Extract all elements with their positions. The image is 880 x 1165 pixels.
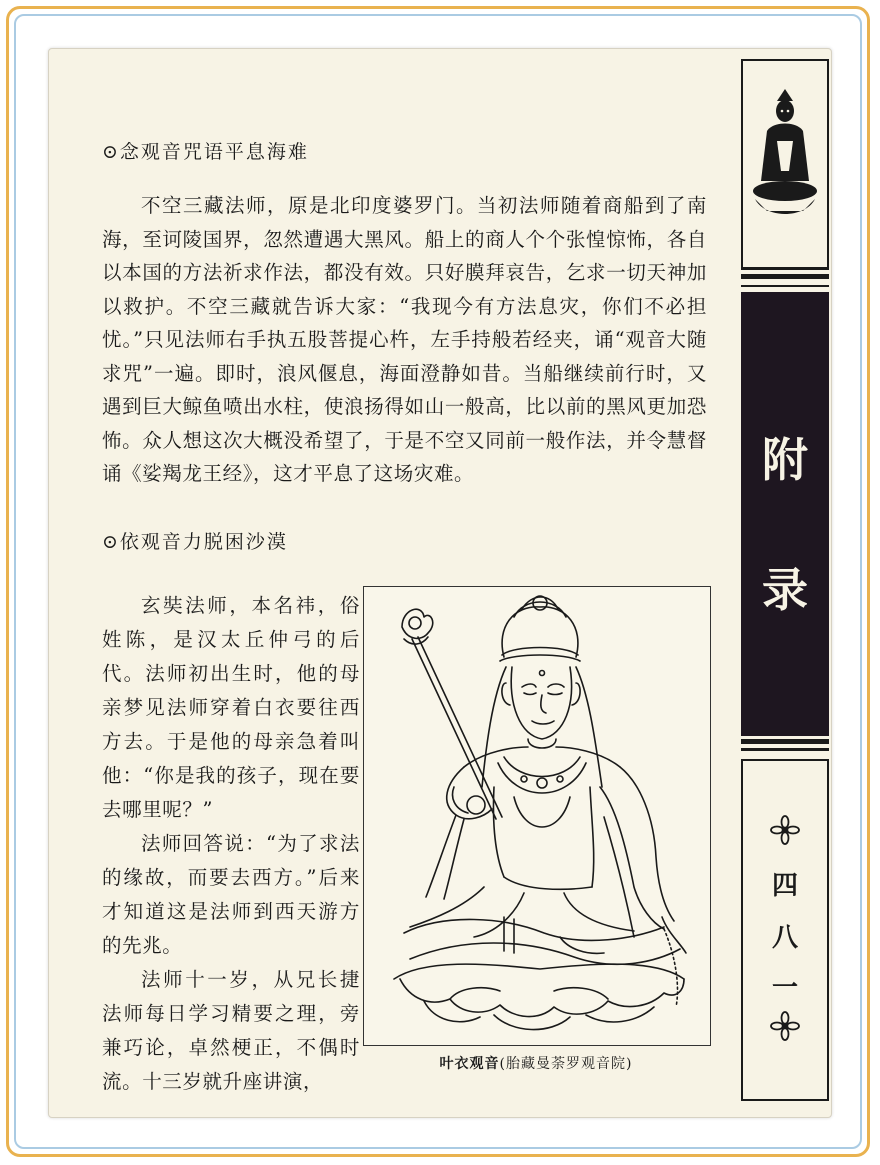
section-title-sea: ⊙念观音咒语平息海难 xyxy=(102,141,309,163)
side-emblem-box xyxy=(741,59,829,267)
divider-line xyxy=(741,274,829,279)
divider-line xyxy=(741,267,829,270)
paragraph: 玄奘法师，本名祎，俗姓陈，是汉太丘仲弓的后代。法师初出生时，他的母亲梦见法师穿着白衣要往西方去。于是他的母亲急着叫他：“你是我的孩子，现在要去哪里呢？” xyxy=(102,594,360,821)
book-page xyxy=(48,48,832,1118)
page-number-digit: 八 xyxy=(771,923,798,953)
section-title-desert: ⊙依观音力脱困沙漠 xyxy=(102,531,288,553)
flower-ornament-icon xyxy=(770,815,800,845)
section-body-sea: 不空三藏法师，原是北印度婆罗门。当初法师随着商船到了南海，至诃陵国界，忽然遭遇大黑风。船上的商人个个张惶惊怖，各自以本国的方法祈求作法，都没有效。只好膜拜哀告，乞求一切天神加以救护。不空三藏就告诉大家：“我现今有方法息灾，你们不必担忧。”只见法师右手执五股菩提心杵，左手持般若经夹，诵“观音大随求咒”一遍。即时，浪风偃息，海面澄静如昔。当船继续前行时，又遇到巨大鲸鱼喷出水柱，使浪扬得如山一般高，比以前的黑风更加恐怖。众人想这次大概没希望了，于是不空又同前一般作法，并令慧督诵《娑羯龙王经》，这才平息了这场灾难。 xyxy=(102,194,707,485)
section-label-char: 录 xyxy=(762,563,808,617)
guanyin-illustration xyxy=(363,586,711,1046)
side-tab xyxy=(741,49,832,1118)
caption-sub: (胎藏曼荼罗观音院) xyxy=(499,1056,633,1072)
section-label-char: 附 xyxy=(762,433,808,487)
paragraph: 法师回答说：“为了求法的缘故，而要去西方。”后来才知道这是法师到西天游方的先兆。 xyxy=(102,832,360,957)
page-number-digit: 四 xyxy=(771,871,798,901)
divider-line xyxy=(741,285,829,287)
page-number-digit: 一 xyxy=(771,973,798,1003)
guanyin-emblem-icon xyxy=(743,61,827,261)
section-label-panel xyxy=(741,292,829,736)
page-number-box xyxy=(741,759,829,1101)
divider-line xyxy=(741,748,829,751)
paragraph: 法师十一岁，从兄长捷法师每日学习精要之理，旁兼巧论，卓然梗正，不偶时流。十三岁就升座讲演， xyxy=(102,968,360,1093)
guanyin-drawing xyxy=(364,587,710,1045)
flower-ornament-icon xyxy=(770,1011,800,1041)
caption-main: 叶衣观音 xyxy=(439,1056,500,1072)
figure-caption xyxy=(363,1053,709,1073)
divider-line xyxy=(741,739,829,744)
section-body-desert xyxy=(102,589,360,1099)
